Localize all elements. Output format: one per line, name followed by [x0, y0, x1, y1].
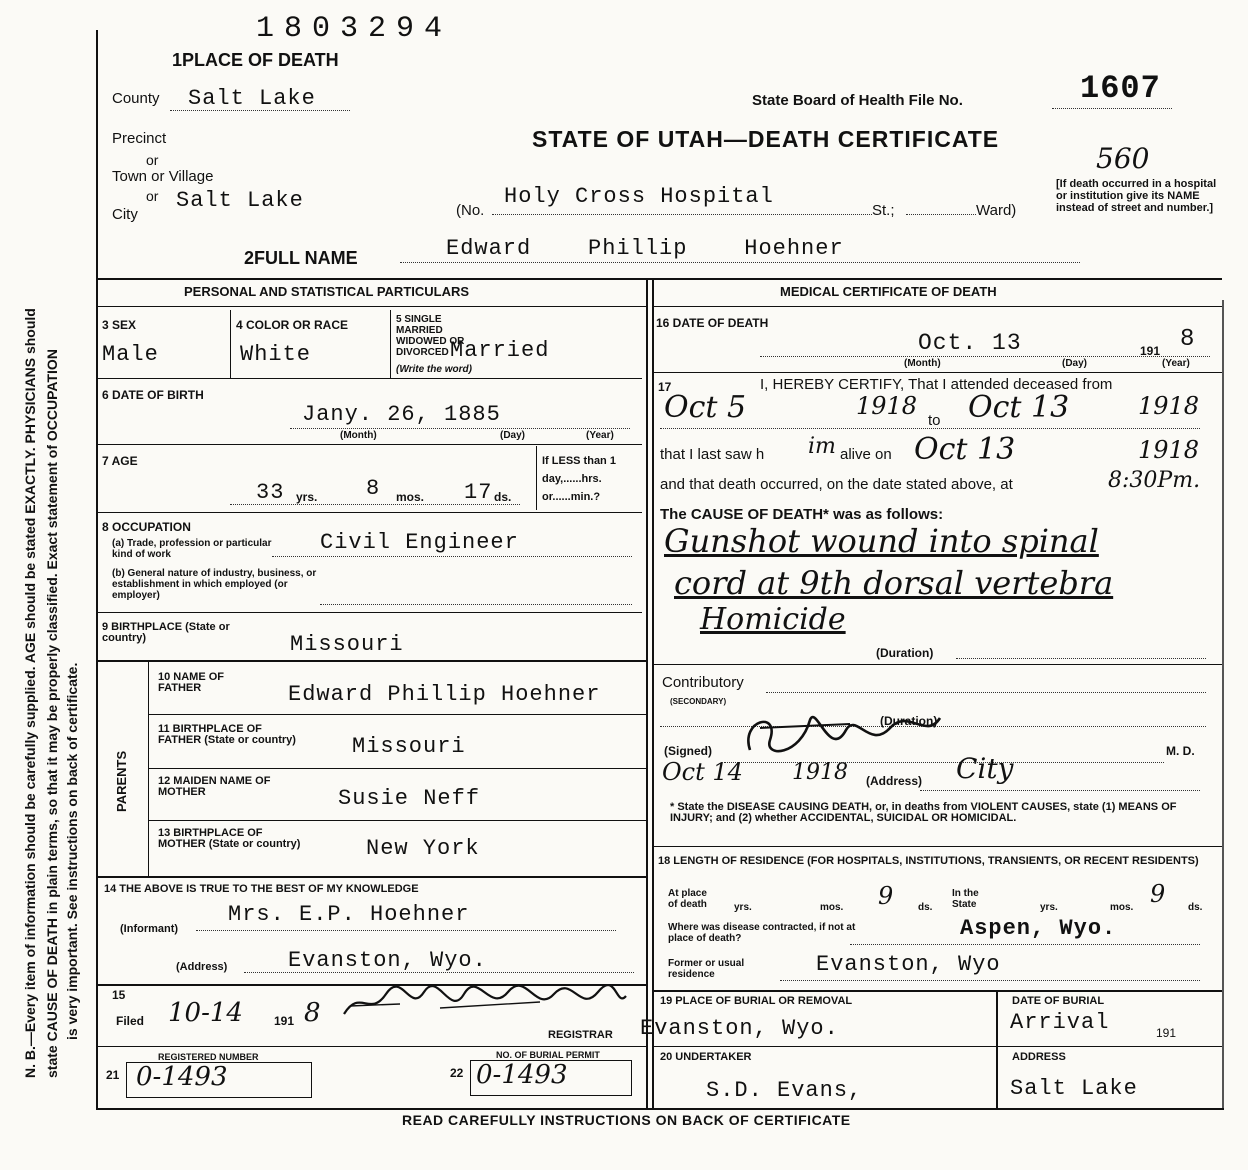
informant-address-value: Evanston, Wyo. [288, 948, 487, 973]
county-label: County [112, 90, 160, 107]
contracted-label: Where was disease contracted, if not at place of death? [668, 922, 856, 944]
sex-value: Male [102, 342, 159, 367]
burial-place-label: 19 PLACE OF BURIAL OR REMOVAL [660, 995, 853, 1007]
undertaker-address-value: Salt Lake [1010, 1076, 1138, 1101]
filed-label: Filed [116, 1014, 145, 1028]
filed-date: 10-14 [168, 998, 243, 1028]
town-label: Town or Village [112, 168, 214, 185]
alive-on-label: alive on [840, 446, 892, 463]
md-label: M. D. [1166, 744, 1195, 758]
burial-permit-label: NO. OF BURIAL PERMIT [496, 1050, 600, 1060]
former-residence-value: Evanston, Wyo [816, 952, 1001, 977]
informant-value: Mrs. E.P. Hoehner [228, 902, 470, 927]
dob-label: 6 DATE OF BIRTH [102, 388, 204, 402]
filed-year-digit: 8 [304, 998, 321, 1028]
burial-permit-prefix: 22 [450, 1066, 464, 1080]
cause-label: The CAUSE OF DEATH* was as follows: [660, 506, 944, 523]
occupation-b-label: (b) General nature of industry, business, or establishment in which employed (or employer) [112, 568, 317, 601]
informant-address-label: (Address) [176, 961, 228, 973]
mother-name-label: 12 MAIDEN NAME OF MOTHER [158, 775, 271, 798]
mother-name-value: Susie Neff [338, 786, 481, 811]
footer-instructions: READ CAREFULLY INSTRUCTIONS ON BACK OF CERTIFICATE [402, 1112, 851, 1128]
contributory-label: Contributory [662, 674, 744, 691]
signed-date: Oct 14 [662, 758, 743, 786]
margin-instructions-2: state CAUSE OF DEATH in plain terms, so that it may be properly classified. Exact statement of OCCUPATION [44, 349, 60, 1078]
undertaker-value: S.D. Evans, [706, 1078, 863, 1103]
cause-line-2: cord at 9th dorsal vertebra [674, 564, 1114, 602]
res-state-yrs: yrs. [1040, 902, 1058, 913]
date-of-death-value: Oct. 13 [918, 330, 1022, 356]
certify-text: I, HEREBY CERTIFY, That I attended deceased from [760, 376, 1113, 393]
registered-number-label: REGISTERED NUMBER [158, 1052, 259, 1062]
filed-year-prefix: 191 [274, 1014, 295, 1028]
cause-line-1: Gunshot wound into spinal [664, 522, 1099, 560]
death-month-caption: (Month) [904, 358, 941, 369]
occupation-label: 8 OCCUPATION [102, 520, 191, 534]
age-label: 7 AGE [102, 454, 138, 468]
top-number: 1803294 [256, 12, 453, 46]
date-of-burial-label: DATE OF BURIAL [1012, 995, 1105, 1007]
burial-year-prefix: 191 [1156, 1026, 1177, 1040]
hospital-note: [If death occurred in a hospital or institution give its NAME instead of street and number.] [1056, 178, 1217, 214]
secondary-label: (SECONDARY) [670, 697, 727, 706]
alive-on-year: 1918 [1138, 436, 1200, 464]
certify-number: 17 [658, 380, 672, 394]
margin-instructions-3: is very important. See instructions on back of certificate. [64, 662, 80, 1040]
marital-value: Married [450, 338, 550, 363]
last-saw-him: im [808, 434, 836, 459]
res-place-mos-unit: mos. [820, 902, 844, 913]
margin-instructions-1: N. B.—Every item of information should be carefully supplied. AGE should be stated EXACTLY. PHYSICIANS should [22, 308, 38, 1078]
registrar-signature [340, 984, 630, 1022]
res-state-ds-unit: ds. [1188, 902, 1203, 913]
at-place-label: At place of death [668, 888, 707, 910]
dob-value: Jany. 26, 1885 [302, 402, 501, 427]
marital-note: (Write the word) [396, 364, 472, 375]
signed-address-value: City [956, 752, 1014, 785]
contracted-value: Aspen, Wyo. [960, 916, 1117, 941]
father-birthplace-value: Missouri [352, 734, 466, 759]
in-state-label: In the State [952, 888, 979, 910]
former-residence-label: Former or usual residence [668, 958, 745, 980]
street-no-label: (No. [456, 202, 485, 219]
certificate-title: STATE OF UTAH—DEATH CERTIFICATE [532, 126, 1000, 152]
residence-label: 18 LENGTH OF RESIDENCE (FOR HOSPITALS, INSTITUTIONS, TRANSIENTS, OR RECENT RESIDENTS) [658, 855, 1199, 867]
attended-from-year: 1918 [856, 392, 918, 420]
dob-day-caption: (Day) [500, 430, 526, 441]
age-years: 33 [256, 480, 285, 505]
signed-address-label: (Address) [866, 774, 923, 788]
to-label: to [928, 412, 941, 429]
date-of-death-year-prefix: 191 [1140, 344, 1161, 358]
or-label-2: or [146, 188, 159, 204]
registered-number-value: 0-1493 [136, 1062, 228, 1092]
sex-label: 3 SEX [102, 318, 137, 332]
res-place-yrs: yrs. [734, 902, 752, 913]
alive-on-date: Oct 13 [914, 432, 1016, 467]
full-name-value: Edward Phillip Hoehner [446, 236, 844, 261]
burial-permit-value: 0-1493 [476, 1060, 568, 1090]
mother-birthplace-label: 13 BIRTHPLACE OF MOTHER (State or country) [158, 827, 301, 850]
registered-number-prefix: 21 [106, 1068, 120, 1082]
or-label-1: or [146, 152, 159, 168]
age-yrs-unit: yrs. [296, 490, 318, 504]
age-months: 8 [366, 476, 381, 501]
occupation-value: Civil Engineer [320, 530, 519, 555]
informant-label: (Informant) [120, 923, 179, 935]
age-mos-unit: mos. [396, 490, 425, 504]
mother-birthplace-value: New York [366, 836, 480, 861]
undertaker-label: 20 UNDERTAKER [660, 1051, 752, 1063]
signed-label: (Signed) [664, 744, 712, 758]
medical-header: MEDICAL CERTIFICATE OF DEATH [780, 284, 997, 299]
personal-header: PERSONAL AND STATISTICAL PARTICULARS [184, 284, 470, 299]
color-value: White [240, 342, 312, 367]
dob-month-caption: (Month) [340, 430, 377, 441]
death-occurred-label: and that death occurred, on the date stated above, at [660, 476, 1013, 493]
attended-to-year: 1918 [1138, 392, 1200, 420]
file-no-label: State Board of Health File No. [752, 92, 963, 109]
res-place-ds-unit: ds. [918, 902, 933, 913]
burial-place-value: Evanston, Wyo. [640, 1016, 839, 1041]
ward-label: Ward) [976, 202, 1017, 219]
res-state-mos-unit: mos. [1110, 902, 1134, 913]
age-ds-unit: ds. [494, 490, 512, 504]
father-name-label: 10 NAME OF FATHER [158, 671, 225, 694]
cause-note: * State the DISEASE CAUSING DEATH, or, in deaths from VIOLENT CAUSES, state (1) MEANS OF INJURY; and (2) whether ACCIDENTAL, SUICIDAL OR HOMICIDAL. [670, 801, 1177, 824]
registrar-label: REGISTRAR [548, 1029, 613, 1041]
marital-label: 5 SINGLE MARRIED WIDOWED OR DIVORCED [396, 314, 465, 358]
county-value: Salt Lake [188, 86, 316, 111]
death-day-caption: (Day) [1062, 358, 1088, 369]
city-value: Salt Lake [176, 188, 304, 213]
dob-year-caption: (Year) [586, 430, 614, 441]
res-state-months: 9 [1150, 880, 1166, 908]
color-label: 4 COLOR OR RACE [236, 318, 349, 332]
birthplace-value: Missouri [290, 632, 404, 657]
place-of-death-label: 1PLACE OF DEATH [172, 50, 339, 70]
st-label: St.; [872, 202, 895, 219]
informant-statement-label: 14 THE ABOVE IS TRUE TO THE BEST OF MY KNOWLEDGE [104, 883, 419, 895]
filed-number-label: 15 [112, 988, 126, 1002]
date-of-death-label: 16 DATE OF DEATH [656, 316, 769, 330]
cause-line-3: Homicide [700, 602, 846, 637]
duration-label-2: (Duration) [880, 714, 938, 728]
death-year-caption: (Year) [1162, 358, 1190, 369]
occupation-a-label: (a) Trade, profession or particular kind of work [112, 538, 272, 560]
father-birthplace-label: 11 BIRTHPLACE OF FATHER (State or country) [158, 723, 296, 746]
undertaker-address-label: ADDRESS [1012, 1051, 1066, 1063]
age-less-label: If LESS than 1 day,......hrs. or......min.? [542, 455, 616, 503]
res-place-months: 9 [878, 882, 894, 910]
city-label: City [112, 206, 138, 223]
attended-from: Oct 5 [664, 390, 747, 425]
attended-to: Oct 13 [968, 390, 1070, 425]
last-saw-label: that I last saw h [660, 446, 765, 463]
handwritten-560: 560 [1096, 142, 1150, 175]
parents-label: PARENTS [114, 750, 129, 812]
signed-year: 1918 [792, 760, 848, 785]
age-days: 17 [464, 480, 493, 505]
father-name-value: Edward Phillip Hoehner [288, 682, 601, 707]
death-time: 8:30Pm. [1108, 468, 1201, 493]
date-of-burial-value: Arrival [1010, 1010, 1110, 1035]
precinct-label: Precinct [112, 130, 167, 147]
date-of-death-year: 8 [1180, 326, 1196, 353]
file-no-value: 1607 [1080, 70, 1161, 107]
full-name-label: 2FULL NAME [244, 248, 358, 268]
hospital-value: Holy Cross Hospital [504, 184, 774, 209]
duration-label-1: (Duration) [876, 646, 934, 660]
birthplace-label: 9 BIRTHPLACE (State or country) [102, 621, 230, 644]
